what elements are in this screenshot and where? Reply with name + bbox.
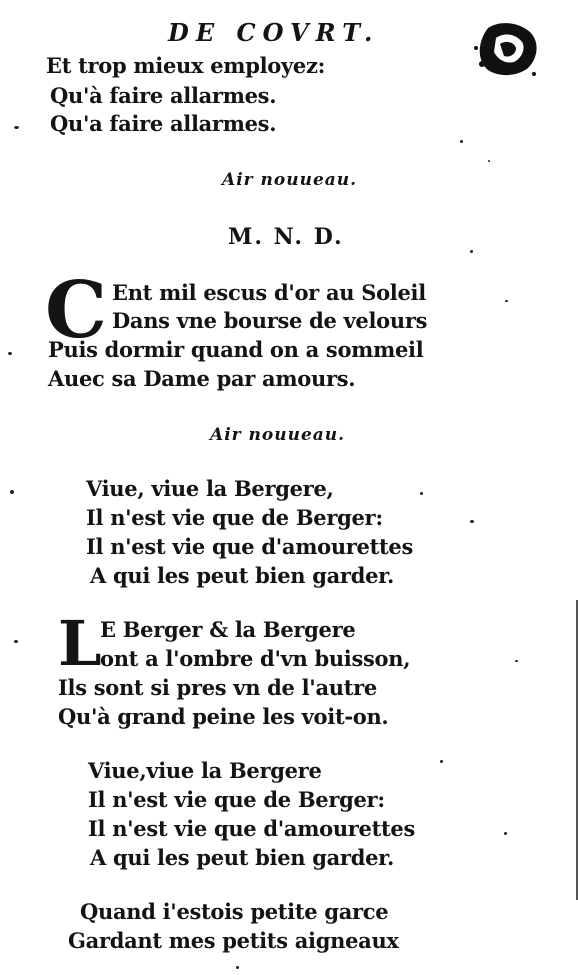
text-line: Et trop mieux employez:	[46, 53, 326, 78]
refrain-line: A qui les peut bien garder.	[90, 845, 394, 870]
scan-speck	[515, 660, 518, 662]
drop-cap: L	[58, 607, 102, 680]
scan-speck	[440, 760, 443, 763]
scan-speck	[470, 520, 474, 523]
scan-speck	[470, 250, 473, 253]
verse-line: Ent mil escus d'or au Soleil	[112, 280, 426, 305]
refrain-line: Il n'est vie que de Berger:	[88, 787, 385, 812]
verse-line: Qu'à grand peine les voit-on.	[58, 704, 389, 729]
scan-speck	[505, 300, 508, 302]
verse-line: Auec sa Dame par amours.	[48, 366, 356, 391]
printer-ornament-icon	[470, 18, 542, 82]
air-heading: Air nouueau.	[222, 170, 358, 190]
verse-line: Ils sont si pres vn de l'autre	[58, 675, 377, 700]
text-line: Qu'a faire allarmes.	[50, 111, 277, 136]
scan-speck	[14, 126, 19, 129]
refrain-line: Viue, viue la Bergere,	[86, 476, 334, 501]
author-initials: M. N. D.	[228, 224, 344, 250]
verse-line: Dans vne bourse de velours	[112, 308, 428, 333]
verse-line: Quand i'estois petite garce	[80, 899, 389, 924]
scan-speck	[14, 640, 18, 643]
air-heading: Air nouueau.	[210, 425, 346, 445]
scan-speck	[504, 832, 507, 835]
refrain-line: A qui les peut bien garder.	[90, 563, 394, 588]
scan-speck	[488, 160, 490, 162]
verse-line: E Berger & la Bergere	[100, 617, 356, 642]
verse-line: Puis dormir quand on a sommeil	[48, 337, 424, 362]
scan-speck	[460, 140, 463, 143]
scan-speck	[8, 352, 12, 355]
text-line: Qu'à faire allarmes.	[50, 83, 277, 108]
refrain-line: Il n'est vie que d'amourettes	[86, 534, 414, 559]
verse-line: ont a l'ombre d'vn buisson,	[100, 646, 411, 671]
scan-speck	[236, 966, 239, 969]
drop-cap: C	[45, 265, 108, 356]
scan-speck	[10, 490, 14, 494]
verse-line: Gardant mes petits aigneaux	[68, 928, 399, 953]
refrain-line: Il n'est vie que d'amourettes	[88, 816, 416, 841]
refrain-line: Viue,viue la Bergere	[88, 758, 322, 783]
running-header: DE COVRT.	[168, 18, 380, 47]
scan-speck	[420, 492, 423, 495]
refrain-line: Il n'est vie que de Berger:	[86, 505, 383, 530]
